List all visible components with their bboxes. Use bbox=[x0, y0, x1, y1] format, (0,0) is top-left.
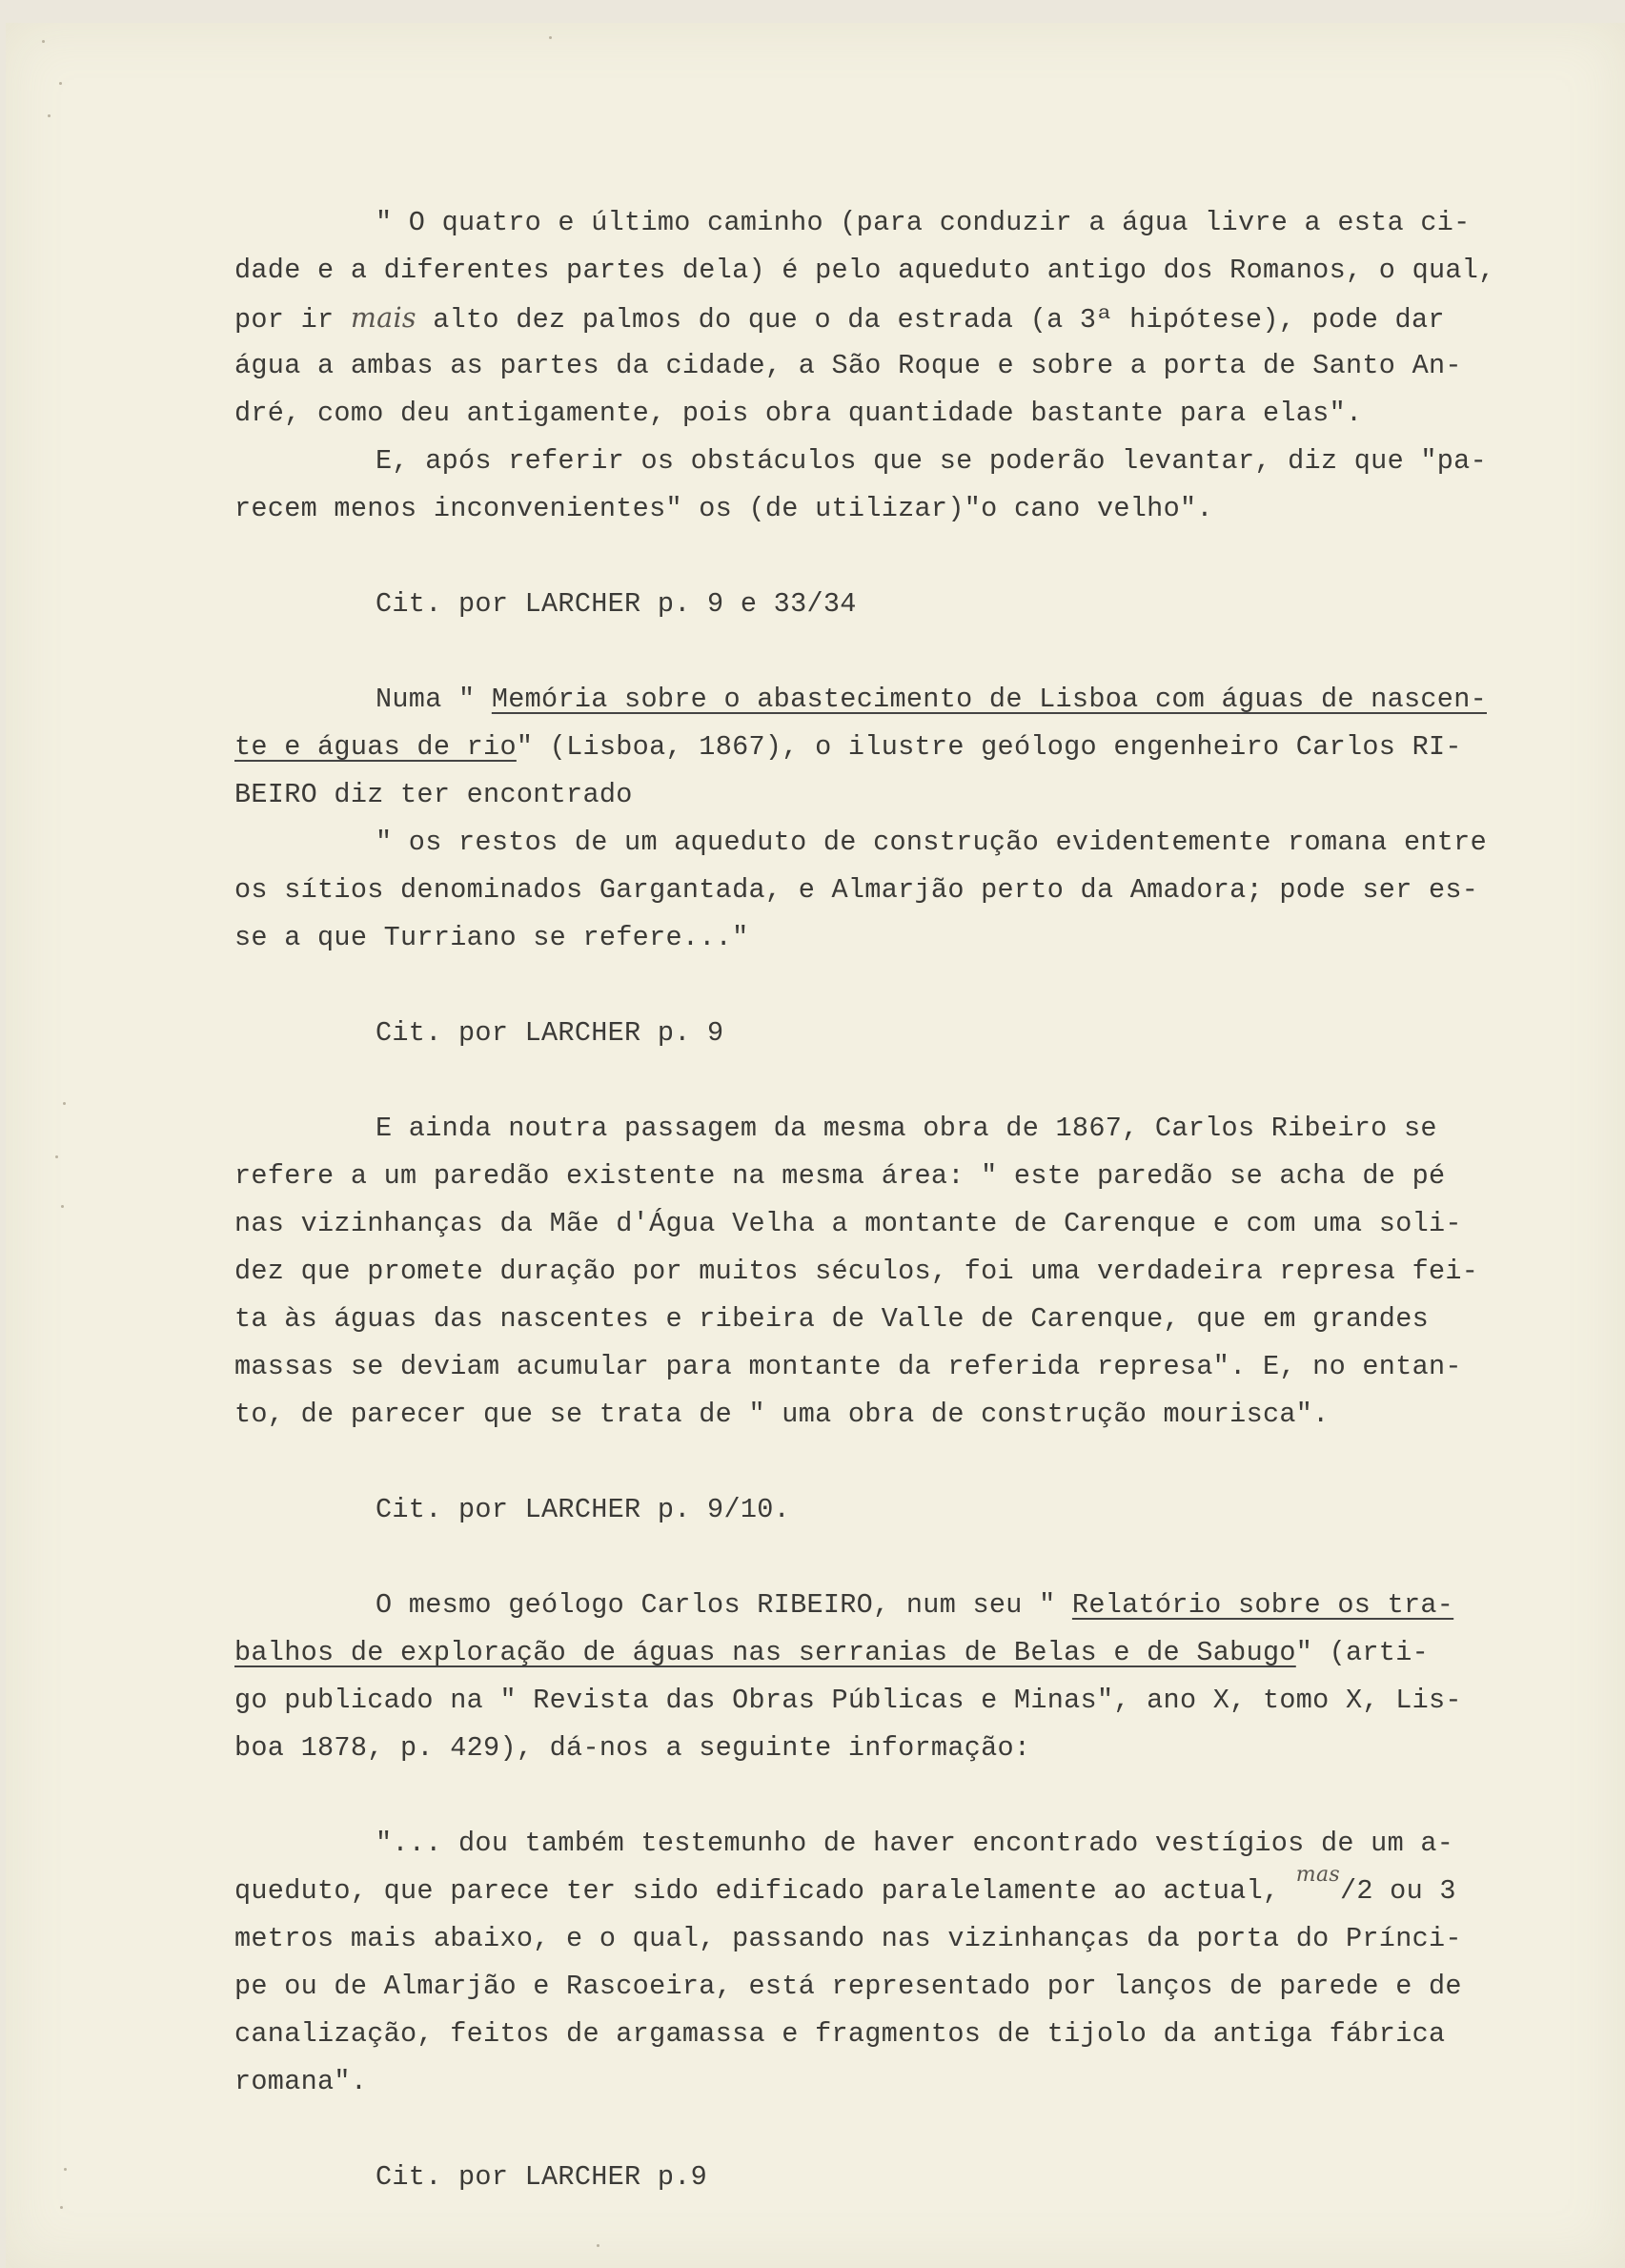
handwritten-correction: mas bbox=[1295, 1863, 1340, 1887]
work-title: Relatório sobre os tra- bbox=[1071, 1589, 1454, 1621]
work-title: te e águas de rio bbox=[234, 731, 517, 763]
text-line: Numa " Memória sobre o abastecimento de Lisboa com águas de nascen- bbox=[376, 684, 1487, 715]
text-line: massas se deviam acumular para montante da referida represa". E, no entan- bbox=[234, 1351, 1462, 1382]
quote-line: se a que Turriano se refere..." bbox=[234, 922, 749, 953]
work-title: Memória sobre o abastecimento de Lisboa com águas de nascen- bbox=[491, 684, 1487, 715]
citation: Cit. por LARCHER p. 9 bbox=[376, 1017, 724, 1049]
text-line: E, após referir os obstáculos que se poderão levantar, diz que "pa- bbox=[376, 445, 1487, 477]
text-line: go publicado na " Revista das Obras Públicas e Minas", ano X, tomo X, Lis- bbox=[234, 1685, 1462, 1716]
citation: Cit. por LARCHER p. 9/10. bbox=[376, 1494, 791, 1525]
text-line: " O quatro e último caminho (para conduzir a água livre a esta ci- bbox=[376, 207, 1471, 238]
quote-line: pe ou de Almarjão e Rascoeira, está representado por lanços de parede e de bbox=[234, 1971, 1462, 2002]
handwritten-insertion: (de utilizar) bbox=[748, 493, 965, 524]
paper-sheet bbox=[6, 23, 1625, 2268]
handwritten-correction: mais bbox=[350, 302, 416, 334]
quote-line: "... dou também testemunho de haver encontrado vestígios de um a- bbox=[376, 1828, 1454, 1859]
text-line: dez que promete duração por muitos séculos, foi uma verdadeira represa fei- bbox=[234, 1256, 1479, 1287]
quote-line: queduto, que parece ter sido edificado paralelamente ao actual, $^{mas}$/2 ou 3 bbox=[234, 1863, 1456, 1907]
citation: Cit. por LARCHER p. 9 e 33/34 bbox=[376, 588, 857, 620]
quote-line: os sítios denominados Gargantada, e Almarjão perto da Amadora; pode ser es- bbox=[234, 874, 1479, 906]
text-line: E ainda noutra passagem da mesma obra de 1867, Carlos Ribeiro se bbox=[376, 1113, 1437, 1144]
quote-line: metros mais abaixo, e o qual, passando nas vizinhanças da porta do Prínci- bbox=[234, 1923, 1462, 1954]
text-line: te e águas de rio" (Lisboa, 1867), o ilustre geólogo engenheiro Carlos RI- bbox=[234, 731, 1462, 763]
text-line: por ir mais alto dez palmos do que o da estrada (a 3ª hipótese), pode dar bbox=[234, 302, 1445, 336]
typed-document bbox=[6, 23, 1625, 2268]
text-line: dré, como deu antigamente, pois obra quantidade bastante para elas". bbox=[234, 398, 1363, 429]
quote-line: " os restos de um aqueduto de construção evidentemente romana entre bbox=[376, 827, 1487, 858]
text-line: recem menos inconvenientes" os (de utilizar)"o cano velho". bbox=[234, 493, 1213, 524]
text-line: água a ambas as partes da cidade, a São Roque e sobre a porta de Santo An- bbox=[234, 350, 1462, 381]
text-line: ta às águas das nascentes e ribeira de Valle de Carenque, que em grandes bbox=[234, 1303, 1429, 1335]
text-line: balhos de exploração de águas nas serranias de Belas e de Sabugo" (arti- bbox=[234, 1637, 1430, 1668]
text-line: to, de parecer que se trata de " uma obra de construção mourisca". bbox=[234, 1399, 1330, 1430]
quote-line: canalização, feitos de argamassa e fragmentos de tijolo da antiga fábrica bbox=[234, 2018, 1446, 2050]
work-title: balhos de exploração de águas nas serranias de Belas e de Sabugo bbox=[234, 1637, 1296, 1668]
text-line: O mesmo geólogo Carlos RIBEIRO, num seu " Relatório sobre os tra- bbox=[376, 1589, 1454, 1621]
citation: Cit. por LARCHER p.9 bbox=[376, 2161, 708, 2193]
text-line: boa 1878, p. 429), dá-nos a seguinte informação: bbox=[234, 1732, 1031, 1764]
text-line: nas vizinhanças da Mãe d'Água Velha a montante de Carenque e com uma soli- bbox=[234, 1208, 1462, 1239]
text-line: refere a um paredão existente na mesma área: " este paredão se acha de pé bbox=[234, 1160, 1446, 1192]
quote-line: romana". bbox=[234, 2066, 368, 2097]
text-line: BEIRO diz ter encontrado bbox=[234, 779, 633, 810]
text-line: dade e a diferentes partes dela) é pelo aqueduto antigo dos Romanos, o qual, bbox=[234, 255, 1495, 286]
